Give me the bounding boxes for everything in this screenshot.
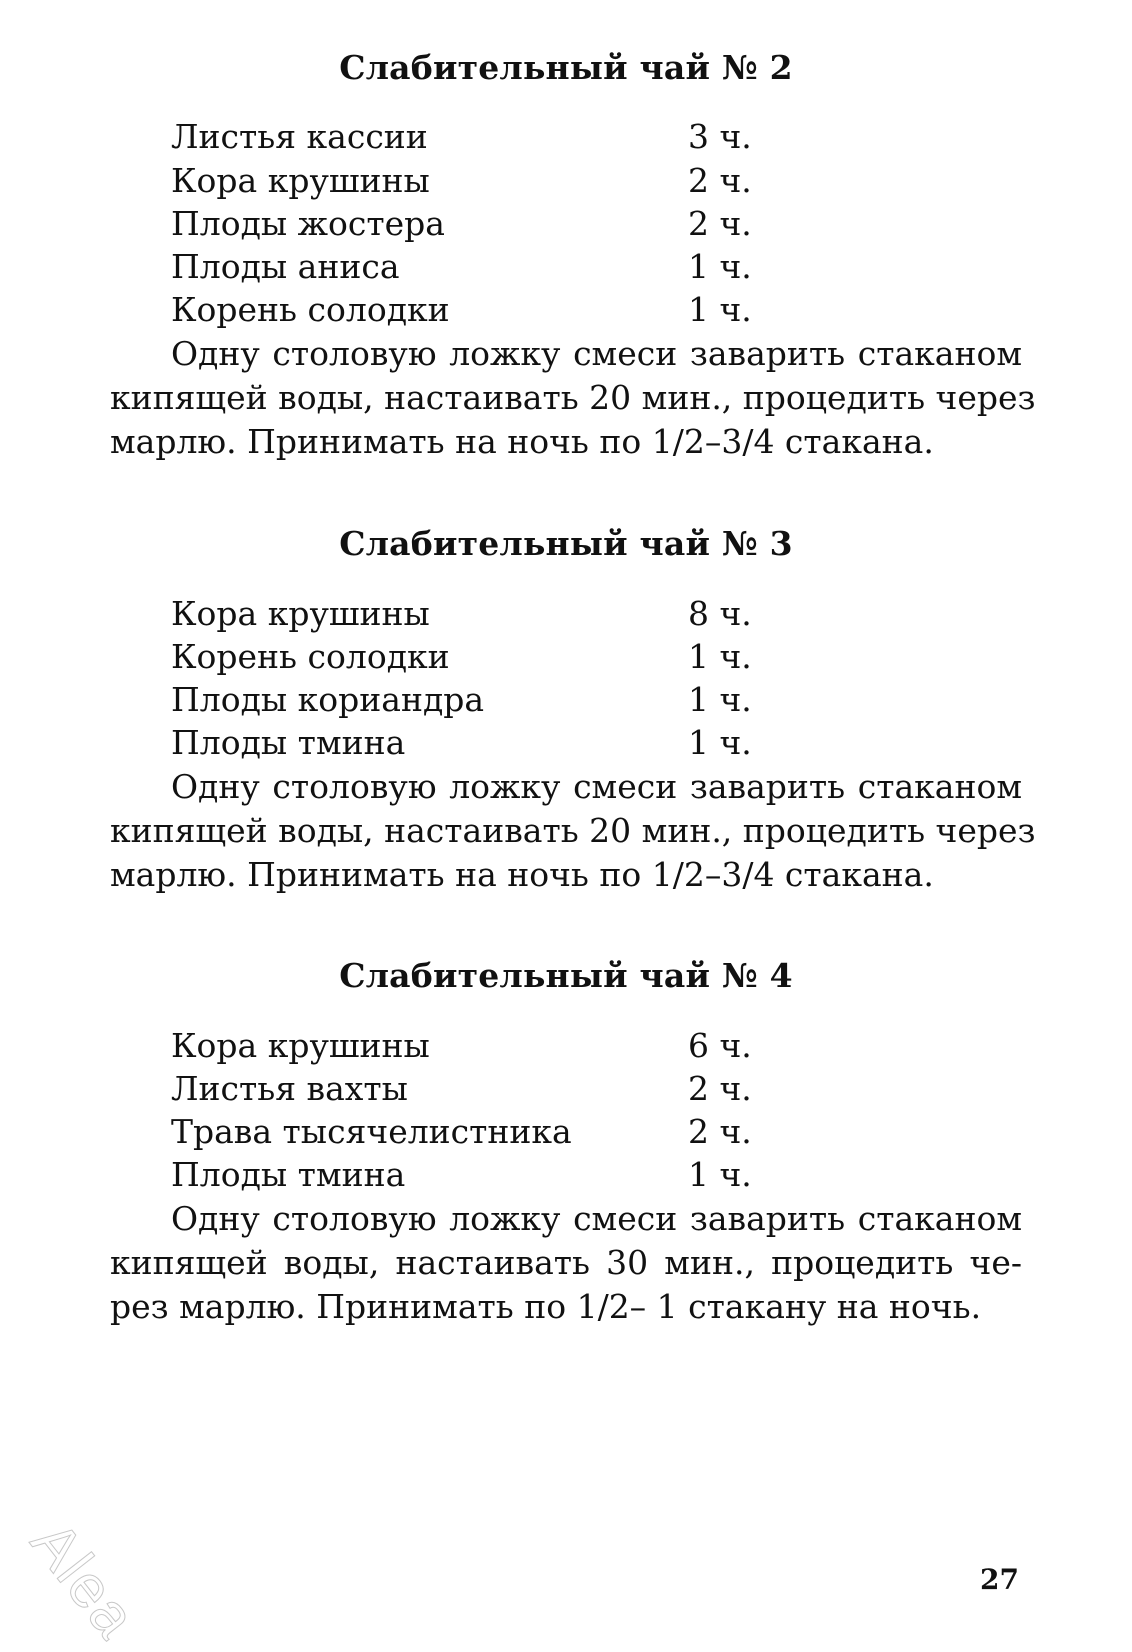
ingredient-qty: 2 ч. (688, 161, 752, 200)
ingredient-name: Плоды тмина (171, 1155, 406, 1194)
ingredient-name: Плоды жостера (171, 204, 445, 243)
instruction-line: Одну столовую ложку смеси заварить стаканом (171, 334, 1022, 373)
ingredient-row (0, 202, 1132, 246)
ingredient-name: Корень солодки (171, 637, 450, 676)
ingredient-name: Плоды тмина (171, 723, 406, 762)
instruction-line: кипящей воды, настаивать 20 мин., процедить через (110, 811, 1036, 850)
watermark: Alea (18, 1508, 151, 1652)
instruction-line: рез марлю. Принимать по 1/2– 1 стакану на ночь. (110, 1287, 982, 1326)
ingredient-row (0, 678, 1132, 722)
ingredient-qty: 2 ч. (688, 1112, 752, 1151)
ingredient-row (0, 592, 1132, 636)
instruction-line: марлю. Принимать на ночь по 1/2–3/4 стакана. (110, 855, 934, 894)
recipe-title: Слабительный чай № 4 (339, 956, 793, 995)
ingredient-qty: 1 ч. (688, 637, 752, 676)
ingredient-name: Плоды аниса (171, 247, 400, 286)
instruction-line: кипящей воды, настаивать 20 мин., процедить через (110, 378, 1036, 417)
ingredient-qty: 2 ч. (688, 1069, 752, 1108)
ingredient-qty: 2 ч. (688, 204, 752, 243)
ingredient-qty: 1 ч. (688, 723, 752, 762)
ingredient-row (0, 1067, 1132, 1111)
ingredient-row (0, 115, 1132, 159)
ingredient-row (0, 1153, 1132, 1197)
ingredient-qty: 8 ч. (688, 594, 752, 633)
recipe-title: Слабительный чай № 2 (339, 48, 793, 87)
ingredient-row (0, 1110, 1132, 1154)
recipe-instructions (110, 765, 1036, 897)
instruction-line: кипящей воды, настаивать 30 мин., процедить че- (110, 1243, 1022, 1282)
ingredient-qty: 6 ч. (688, 1026, 752, 1065)
ingredient-qty: 1 ч. (688, 290, 752, 329)
ingredient-name: Листья кассии (171, 117, 428, 156)
ingredient-name: Трава тысячелистника (171, 1112, 572, 1151)
ingredient-row (0, 288, 1132, 332)
ingredient-qty: 1 ч. (688, 1155, 752, 1194)
ingredient-name: Кора крушины (171, 594, 430, 633)
instruction-line: Одну столовую ложку смеси заварить стаканом (171, 1199, 1022, 1238)
ingredient-name: Кора крушины (171, 1026, 430, 1065)
ingredient-qty: 3 ч. (688, 117, 752, 156)
ingredient-name: Корень солодки (171, 290, 450, 329)
ingredient-row (0, 245, 1132, 289)
ingredient-row (0, 159, 1132, 203)
recipe-instructions (110, 1197, 1022, 1329)
ingredient-row (0, 635, 1132, 679)
ingredient-name: Плоды кориандра (171, 680, 485, 719)
instruction-line: Одну столовую ложку смеси заварить стаканом (171, 767, 1022, 806)
ingredient-row (0, 721, 1132, 765)
ingredient-qty: 1 ч. (688, 680, 752, 719)
recipe-instructions (110, 332, 1036, 464)
ingredient-row (0, 1024, 1132, 1068)
recipe-title: Слабительный чай № 3 (339, 524, 793, 563)
page-number: 27 (980, 1563, 1019, 1596)
instruction-line: марлю. Принимать на ночь по 1/2–3/4 стакана. (110, 422, 934, 461)
ingredient-name: Листья вахты (171, 1069, 408, 1108)
ingredient-qty: 1 ч. (688, 247, 752, 286)
ingredient-name: Кора крушины (171, 161, 430, 200)
